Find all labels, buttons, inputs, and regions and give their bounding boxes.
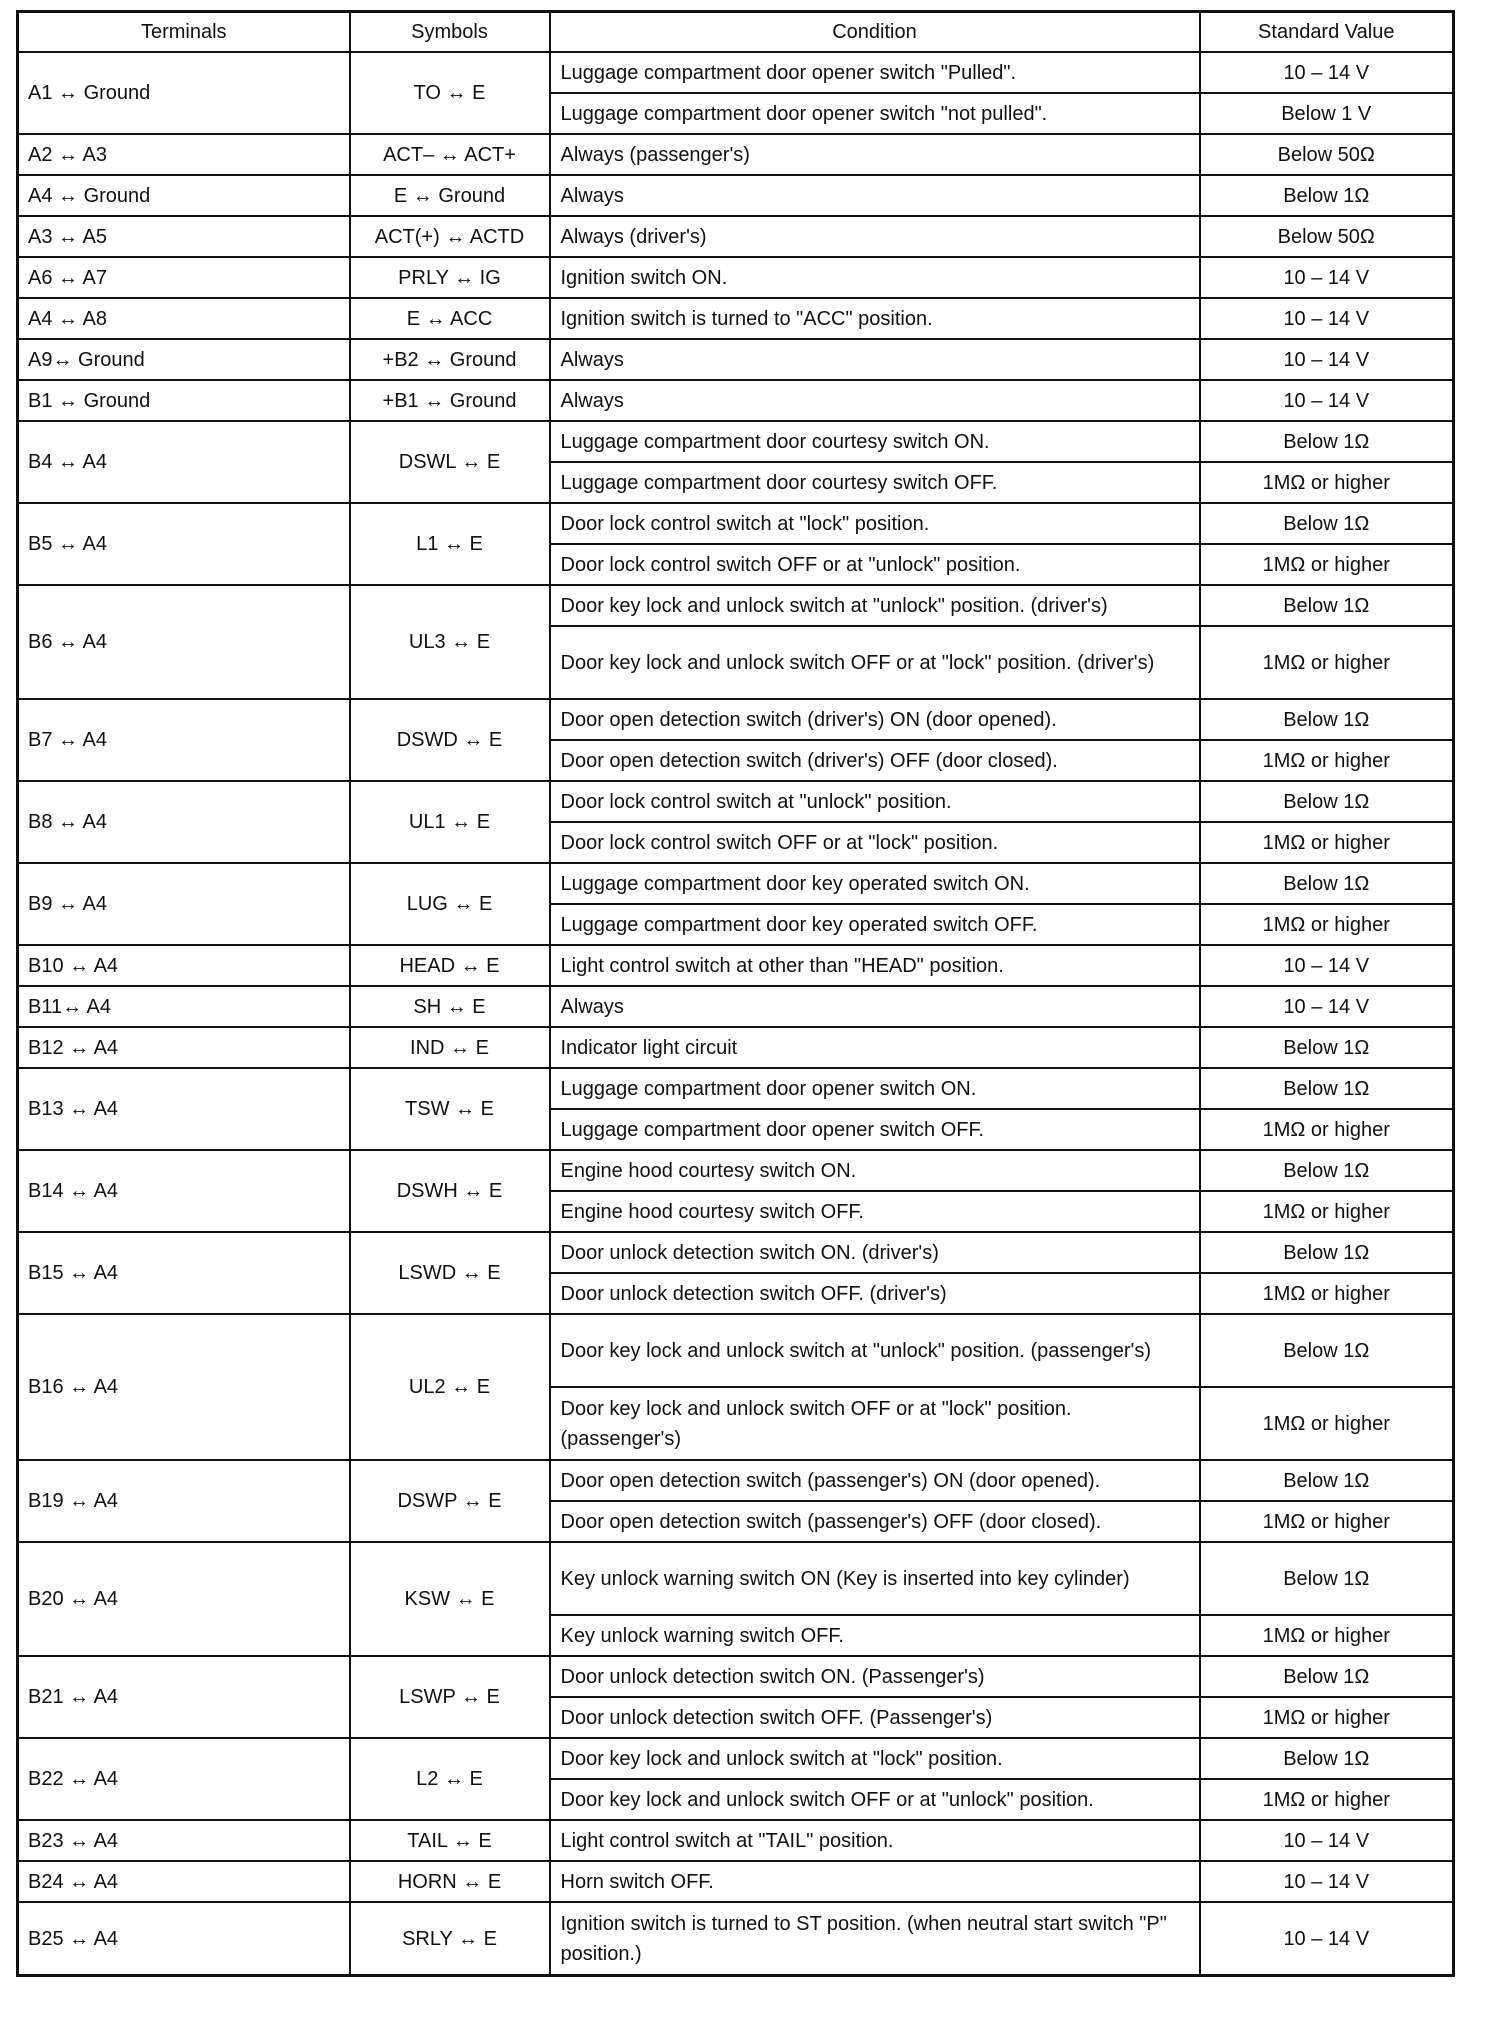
terminal-cell: B20 ↔ A4	[18, 1542, 350, 1656]
condition-cell: Always	[550, 986, 1200, 1027]
condition-cell: Engine hood courtesy switch ON.	[550, 1150, 1200, 1191]
terminal-cell: B7 ↔ A4	[18, 699, 350, 781]
terminal-cell: B5 ↔ A4	[18, 503, 350, 585]
terminal-inspection-table	[16, 10, 1455, 1977]
condition-cell: Luggage compartment door opener switch "Pulled".	[550, 52, 1200, 93]
table-row	[18, 1027, 1454, 1068]
standard-value-cell: 10 – 14 V	[1200, 945, 1454, 986]
terminal-cell: B22 ↔ A4	[18, 1738, 350, 1820]
condition-cell: Ignition switch ON.	[550, 257, 1200, 298]
standard-value-cell: 1MΩ or higher	[1200, 1191, 1454, 1232]
standard-value-cell: 10 – 14 V	[1200, 1861, 1454, 1902]
condition-cell: Door key lock and unlock switch OFF or at "lock" position. (driver's)	[550, 626, 1200, 699]
table-row	[18, 1232, 1454, 1273]
table-header	[18, 12, 1454, 53]
symbol-cell: IND ↔ E	[350, 1027, 550, 1068]
condition-cell: Light control switch at other than "HEAD" position.	[550, 945, 1200, 986]
condition-cell: Door lock control switch at "lock" position.	[550, 503, 1200, 544]
condition-cell: Door key lock and unlock switch OFF or at "unlock" position.	[550, 1779, 1200, 1820]
terminal-cell: B4 ↔ A4	[18, 421, 350, 503]
terminal-cell: B14 ↔ A4	[18, 1150, 350, 1232]
table-row	[18, 1820, 1454, 1861]
symbol-cell: +B2 ↔ Ground	[350, 339, 550, 380]
condition-cell: Always (passenger's)	[550, 134, 1200, 175]
symbol-cell: UL2 ↔ E	[350, 1314, 550, 1460]
standard-value-cell: 1MΩ or higher	[1200, 1387, 1454, 1460]
standard-value-cell: Below 1Ω	[1200, 1068, 1454, 1109]
condition-cell: Door lock control switch OFF or at "unlock" position.	[550, 544, 1200, 585]
symbol-cell: LUG ↔ E	[350, 863, 550, 945]
terminal-cell: A4 ↔ Ground	[18, 175, 350, 216]
table-row	[18, 1656, 1454, 1697]
terminal-cell: B16 ↔ A4	[18, 1314, 350, 1460]
condition-cell: Engine hood courtesy switch OFF.	[550, 1191, 1200, 1232]
condition-cell: Key unlock warning switch ON (Key is inserted into key cylinder)	[550, 1542, 1200, 1615]
table-row	[18, 421, 1454, 462]
symbol-cell: SRLY ↔ E	[350, 1902, 550, 1976]
symbol-cell: +B1 ↔ Ground	[350, 380, 550, 421]
symbol-cell: LSWP ↔ E	[350, 1656, 550, 1738]
condition-cell: Door unlock detection switch ON. (Passenger's)	[550, 1656, 1200, 1697]
condition-cell: Luggage compartment door key operated switch OFF.	[550, 904, 1200, 945]
symbol-cell: HEAD ↔ E	[350, 945, 550, 986]
condition-cell: Always	[550, 339, 1200, 380]
terminal-cell: B15 ↔ A4	[18, 1232, 350, 1314]
table-row	[18, 380, 1454, 421]
terminal-cell: A6 ↔ A7	[18, 257, 350, 298]
terminal-standard-value-document	[16, 10, 1452, 1977]
table-row	[18, 863, 1454, 904]
standard-value-cell: 10 – 14 V	[1200, 339, 1454, 380]
header-terminals: Terminals	[18, 12, 350, 53]
condition-cell: Indicator light circuit	[550, 1027, 1200, 1068]
standard-value-cell: 1MΩ or higher	[1200, 1109, 1454, 1150]
table-row	[18, 986, 1454, 1027]
condition-cell: Luggage compartment door courtesy switch ON.	[550, 421, 1200, 462]
standard-value-cell: 1MΩ or higher	[1200, 822, 1454, 863]
standard-value-cell: Below 1Ω	[1200, 863, 1454, 904]
condition-cell: Always	[550, 380, 1200, 421]
symbol-cell: TSW ↔ E	[350, 1068, 550, 1150]
header-symbols: Symbols	[350, 12, 550, 53]
symbol-cell: PRLY ↔ IG	[350, 257, 550, 298]
standard-value-cell: Below 50Ω	[1200, 216, 1454, 257]
table-row	[18, 52, 1454, 93]
standard-value-cell: Below 1Ω	[1200, 175, 1454, 216]
symbol-cell: ACT– ↔ ACT+	[350, 134, 550, 175]
condition-cell: Ignition switch is turned to ST position. (when neutral start switch "P" position.)	[550, 1902, 1200, 1976]
condition-cell: Door key lock and unlock switch OFF or at "lock" position. (passenger's)	[550, 1387, 1200, 1460]
standard-value-cell: Below 1Ω	[1200, 781, 1454, 822]
terminal-cell: B1 ↔ Ground	[18, 380, 350, 421]
symbol-cell: SH ↔ E	[350, 986, 550, 1027]
standard-value-cell: 1MΩ or higher	[1200, 1697, 1454, 1738]
standard-value-cell: 1MΩ or higher	[1200, 904, 1454, 945]
table-row	[18, 1738, 1454, 1779]
condition-cell: Horn switch OFF.	[550, 1861, 1200, 1902]
table-row	[18, 1542, 1454, 1615]
terminal-cell: B6 ↔ A4	[18, 585, 350, 699]
symbol-cell: LSWD ↔ E	[350, 1232, 550, 1314]
symbol-cell: UL3 ↔ E	[350, 585, 550, 699]
standard-value-cell: 10 – 14 V	[1200, 1820, 1454, 1861]
table-row	[18, 585, 1454, 626]
symbol-cell: KSW ↔ E	[350, 1542, 550, 1656]
table-row	[18, 1902, 1454, 1976]
symbol-cell: TAIL ↔ E	[350, 1820, 550, 1861]
symbol-cell: E ↔ Ground	[350, 175, 550, 216]
condition-cell: Always (driver's)	[550, 216, 1200, 257]
standard-value-cell: Below 1Ω	[1200, 585, 1454, 626]
standard-value-cell: 10 – 14 V	[1200, 380, 1454, 421]
condition-cell: Door open detection switch (passenger's) ON (door opened).	[550, 1460, 1200, 1501]
terminal-cell: A2 ↔ A3	[18, 134, 350, 175]
standard-value-cell: 1MΩ or higher	[1200, 544, 1454, 585]
standard-value-cell: 1MΩ or higher	[1200, 626, 1454, 699]
standard-value-cell: Below 1Ω	[1200, 1738, 1454, 1779]
condition-cell: Light control switch at "TAIL" position.	[550, 1820, 1200, 1861]
standard-value-cell: Below 1Ω	[1200, 1460, 1454, 1501]
symbol-cell: E ↔ ACC	[350, 298, 550, 339]
standard-value-cell: 1MΩ or higher	[1200, 1615, 1454, 1656]
standard-value-cell: Below 1Ω	[1200, 1314, 1454, 1387]
symbol-cell: ACT(+) ↔ ACTD	[350, 216, 550, 257]
standard-value-cell: 1MΩ or higher	[1200, 1779, 1454, 1820]
standard-value-cell: Below 1Ω	[1200, 421, 1454, 462]
table-body	[18, 52, 1454, 1976]
symbol-cell: DSWH ↔ E	[350, 1150, 550, 1232]
header-row	[18, 12, 1454, 53]
standard-value-cell: 10 – 14 V	[1200, 1902, 1454, 1976]
condition-cell: Luggage compartment door key operated switch ON.	[550, 863, 1200, 904]
standard-value-cell: 10 – 14 V	[1200, 986, 1454, 1027]
standard-value-cell: Below 50Ω	[1200, 134, 1454, 175]
symbol-cell: DSWD ↔ E	[350, 699, 550, 781]
condition-cell: Door unlock detection switch OFF. (Passenger's)	[550, 1697, 1200, 1738]
header-condition: Condition	[550, 12, 1200, 53]
table-row	[18, 781, 1454, 822]
standard-value-cell: Below 1Ω	[1200, 1027, 1454, 1068]
terminal-cell: B13 ↔ A4	[18, 1068, 350, 1150]
standard-value-cell: 1MΩ or higher	[1200, 740, 1454, 781]
condition-cell: Door unlock detection switch OFF. (driver's)	[550, 1273, 1200, 1314]
terminal-cell: B23 ↔ A4	[18, 1820, 350, 1861]
terminal-cell: B25 ↔ A4	[18, 1902, 350, 1976]
standard-value-cell: 10 – 14 V	[1200, 257, 1454, 298]
standard-value-cell: Below 1Ω	[1200, 1150, 1454, 1191]
terminal-cell: B24 ↔ A4	[18, 1861, 350, 1902]
symbol-cell: DSWL ↔ E	[350, 421, 550, 503]
table-row	[18, 175, 1454, 216]
standard-value-cell: Below 1Ω	[1200, 699, 1454, 740]
terminal-cell: B9 ↔ A4	[18, 863, 350, 945]
terminal-cell: B19 ↔ A4	[18, 1460, 350, 1542]
standard-value-cell: 10 – 14 V	[1200, 52, 1454, 93]
table-row	[18, 1861, 1454, 1902]
symbol-cell: UL1 ↔ E	[350, 781, 550, 863]
condition-cell: Door key lock and unlock switch at "lock" position.	[550, 1738, 1200, 1779]
symbol-cell: TO ↔ E	[350, 52, 550, 134]
standard-value-cell: Below 1Ω	[1200, 1656, 1454, 1697]
terminal-cell: A9↔ Ground	[18, 339, 350, 380]
symbol-cell: L1 ↔ E	[350, 503, 550, 585]
condition-cell: Door unlock detection switch ON. (driver's)	[550, 1232, 1200, 1273]
header-standard-value: Standard Value	[1200, 12, 1454, 53]
table-row	[18, 339, 1454, 380]
condition-cell: Always	[550, 175, 1200, 216]
condition-cell: Luggage compartment door opener switch "not pulled".	[550, 93, 1200, 134]
condition-cell: Luggage compartment door courtesy switch OFF.	[550, 462, 1200, 503]
standard-value-cell: Below 1Ω	[1200, 1542, 1454, 1615]
condition-cell: Luggage compartment door opener switch OFF.	[550, 1109, 1200, 1150]
terminal-cell: A4 ↔ A8	[18, 298, 350, 339]
table-row	[18, 1314, 1454, 1387]
condition-cell: Door key lock and unlock switch at "unlock" position. (passenger's)	[550, 1314, 1200, 1387]
table-row	[18, 257, 1454, 298]
symbol-cell: L2 ↔ E	[350, 1738, 550, 1820]
terminal-cell: A1 ↔ Ground	[18, 52, 350, 134]
terminal-cell: B11↔ A4	[18, 986, 350, 1027]
table-row	[18, 1460, 1454, 1501]
terminal-cell: B10 ↔ A4	[18, 945, 350, 986]
table-row	[18, 216, 1454, 257]
condition-cell: Door open detection switch (passenger's) OFF (door closed).	[550, 1501, 1200, 1542]
standard-value-cell: 1MΩ or higher	[1200, 462, 1454, 503]
condition-cell: Ignition switch is turned to "ACC" position.	[550, 298, 1200, 339]
standard-value-cell: 1MΩ or higher	[1200, 1273, 1454, 1314]
condition-cell: Luggage compartment door opener switch ON.	[550, 1068, 1200, 1109]
standard-value-cell: 1MΩ or higher	[1200, 1501, 1454, 1542]
table-row	[18, 945, 1454, 986]
standard-value-cell: Below 1 V	[1200, 93, 1454, 134]
terminal-cell: B8 ↔ A4	[18, 781, 350, 863]
table-row	[18, 134, 1454, 175]
terminal-cell: B21 ↔ A4	[18, 1656, 350, 1738]
symbol-cell: HORN ↔ E	[350, 1861, 550, 1902]
condition-cell: Door lock control switch at "unlock" position.	[550, 781, 1200, 822]
standard-value-cell: 10 – 14 V	[1200, 298, 1454, 339]
symbol-cell: DSWP ↔ E	[350, 1460, 550, 1542]
table-row	[18, 699, 1454, 740]
table-row	[18, 503, 1454, 544]
standard-value-cell: Below 1Ω	[1200, 1232, 1454, 1273]
condition-cell: Door open detection switch (driver's) ON (door opened).	[550, 699, 1200, 740]
terminal-cell: A3 ↔ A5	[18, 216, 350, 257]
table-row	[18, 298, 1454, 339]
condition-cell: Door lock control switch OFF or at "lock" position.	[550, 822, 1200, 863]
terminal-cell: B12 ↔ A4	[18, 1027, 350, 1068]
standard-value-cell: Below 1Ω	[1200, 503, 1454, 544]
condition-cell: Key unlock warning switch OFF.	[550, 1615, 1200, 1656]
table-row	[18, 1150, 1454, 1191]
condition-cell: Door key lock and unlock switch at "unlock" position. (driver's)	[550, 585, 1200, 626]
condition-cell: Door open detection switch (driver's) OFF (door closed).	[550, 740, 1200, 781]
table-row	[18, 1068, 1454, 1109]
